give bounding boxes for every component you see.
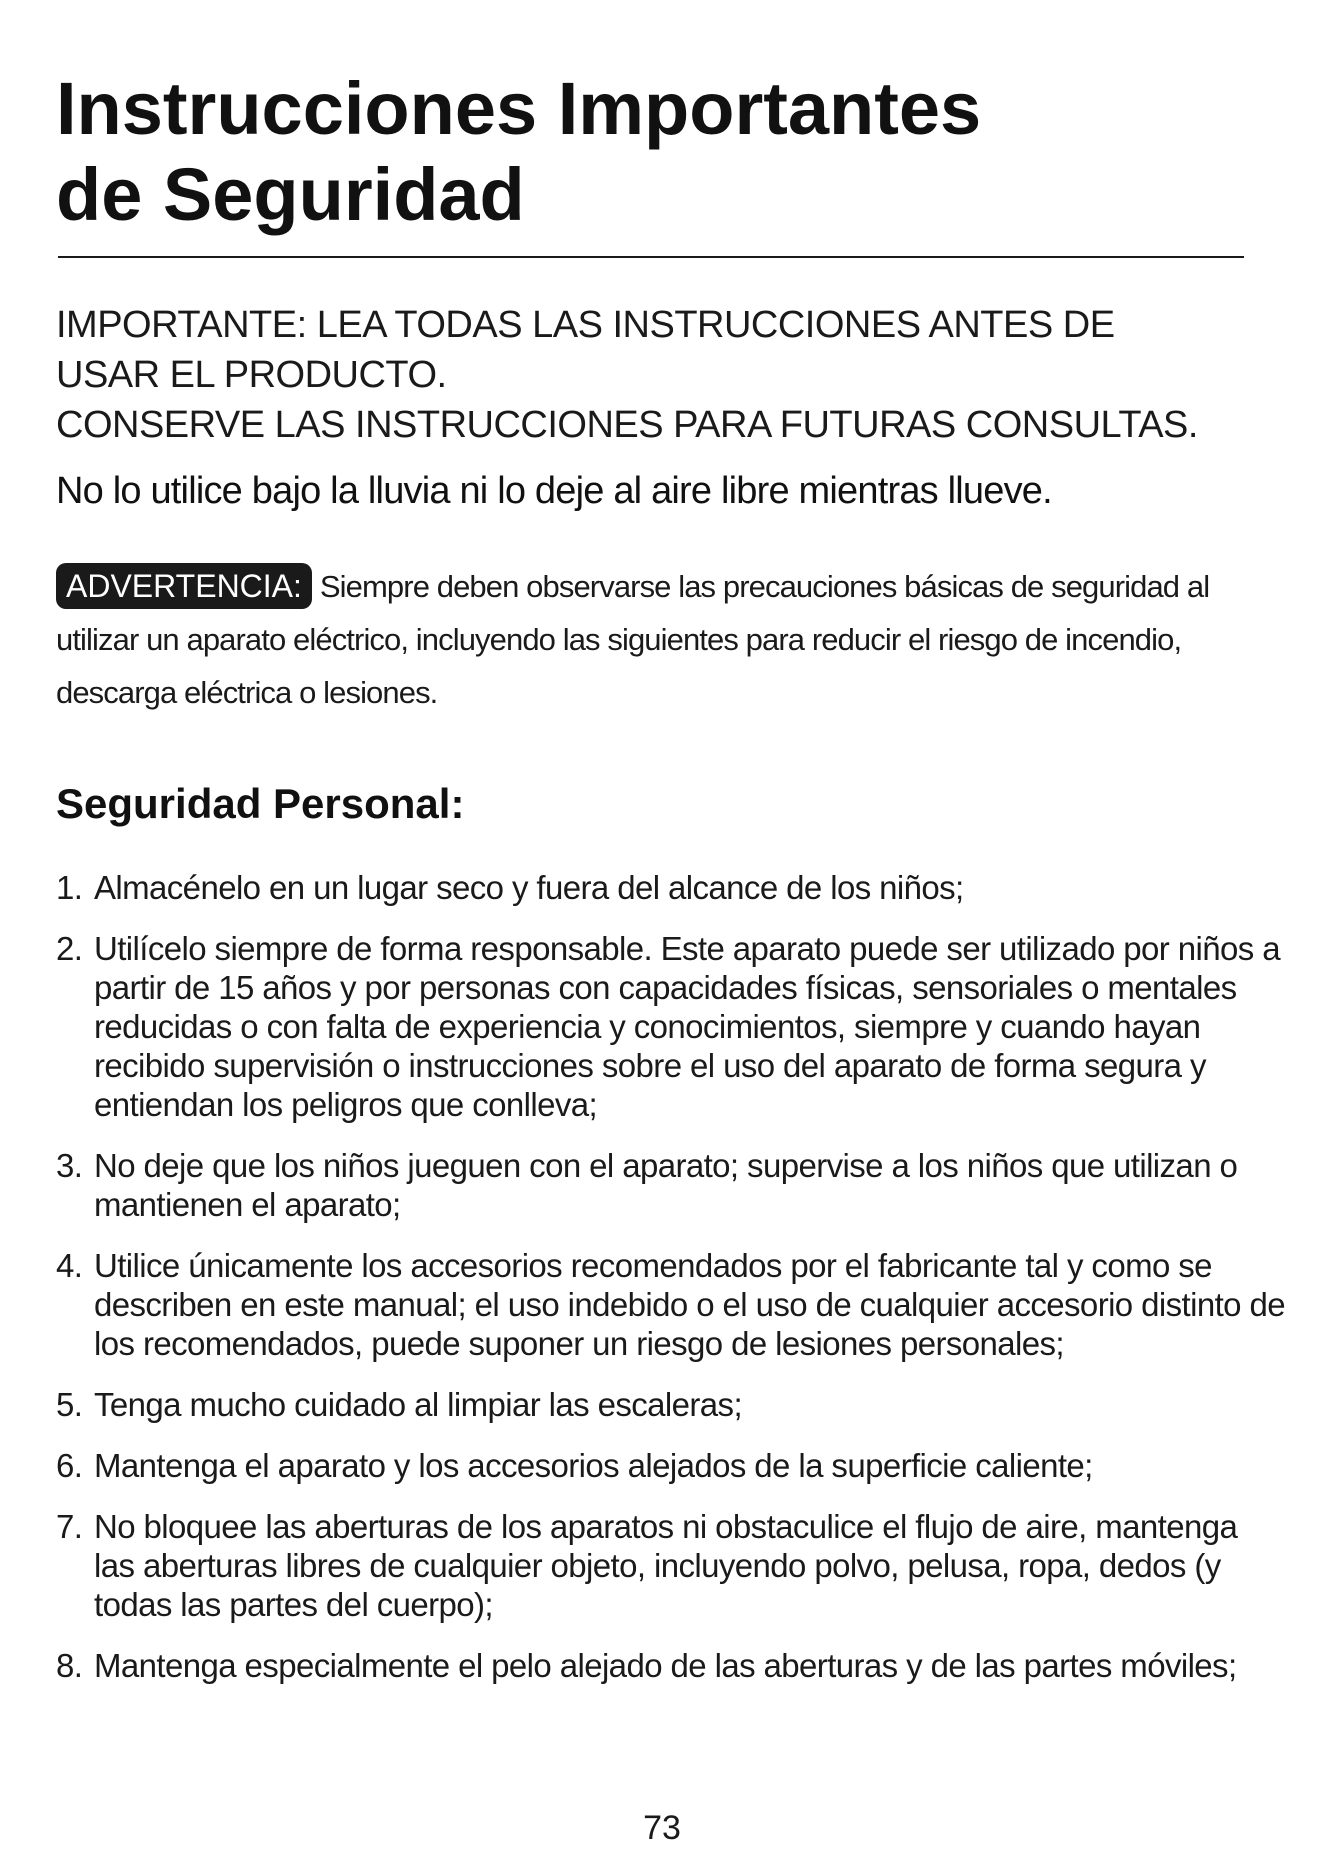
list-item-text: Utilícelo siempre de forma responsable. Este aparato puede ser utilizado por niños a partir de 15 años y por personas con capacidades físicas, sensoriales o mentales reducidas o con falta de experiencia y conocimientos, siempre y cuando hayan recibido supervisión o instrucciones sobre el uso del aparato de forma segura y entiendan los peligros que conlleva;	[94, 930, 1280, 1123]
warning-text: Siempre deben observarse las precauciones básicas de seguridad al utilizar un aparato eléctrico, incluyendo las siguientes para reducir el riesgo de incendio, descarga eléctrica o lesiones.	[56, 569, 1210, 710]
page-number: 73	[643, 1809, 681, 1847]
list-item-number: 7.	[56, 1508, 83, 1545]
list-item-number: 4.	[56, 1247, 83, 1284]
page-title	[56, 66, 981, 238]
list-item	[56, 868, 1286, 907]
page-title-line-2: de Seguridad	[56, 153, 525, 236]
list-item	[56, 929, 1286, 1124]
list-item-text: Mantenga el aparato y los accesorios alejados de la superficie caliente;	[94, 1447, 1093, 1484]
list-item-text: No bloquee las aberturas de los aparatos ni obstaculice el flujo de aire, mantenga las aberturas libres de cualquier objeto, incluyendo polvo, pelusa, ropa, dedos (y todas las partes del cuerpo);	[94, 1508, 1238, 1623]
rain-notice: No lo utilice bajo la lluvia ni lo deje al aire libre mientras llueve.	[56, 470, 1052, 512]
title-divider	[58, 256, 1244, 258]
list-item-number: 3.	[56, 1147, 83, 1184]
safety-list	[56, 868, 1286, 1707]
list-item	[56, 1146, 1286, 1224]
important-notice-line-2: USAR EL PRODUCTO.	[56, 354, 447, 396]
page-title-line-1: Instrucciones Importantes	[56, 67, 982, 150]
list-item	[56, 1385, 1286, 1424]
list-item-number: 2.	[56, 930, 83, 967]
list-item-text: Almacénelo en un lugar seco y fuera del alcance de los niños;	[94, 869, 964, 906]
list-item	[56, 1646, 1286, 1685]
important-notice	[56, 300, 1276, 450]
warning-badge: ADVERTENCIA:	[56, 563, 312, 609]
important-notice-line-1: IMPORTANTE: LEA TODAS LAS INSTRUCCIONES ANTES DE	[56, 304, 1115, 346]
list-item-number: 1.	[56, 869, 83, 906]
list-item-number: 8.	[56, 1647, 83, 1684]
list-item	[56, 1446, 1286, 1485]
important-notice-line-3: CONSERVE LAS INSTRUCCIONES PARA FUTURAS CONSULTAS.	[56, 404, 1198, 446]
warning-paragraph	[56, 560, 1276, 719]
list-item	[56, 1246, 1286, 1363]
list-item-text: No deje que los niños jueguen con el aparato; supervise a los niños que utilizan o mantienen el aparato;	[94, 1147, 1238, 1223]
section-title: Seguridad Personal:	[56, 780, 465, 827]
list-item-text: Utilice únicamente los accesorios recomendados por el fabricante tal y como se describen en este manual; el uso indebido o el uso de cualquier accesorio distinto de los recomendados, puede suponer un riesgo de lesiones personales;	[94, 1247, 1285, 1362]
list-item-text: Mantenga especialmente el pelo alejado de las aberturas y de las partes móviles;	[94, 1647, 1237, 1684]
list-item-text: Tenga mucho cuidado al limpiar las escaleras;	[94, 1386, 743, 1423]
list-item-number: 5.	[56, 1386, 83, 1423]
list-item-number: 6.	[56, 1447, 83, 1484]
list-item	[56, 1507, 1286, 1624]
